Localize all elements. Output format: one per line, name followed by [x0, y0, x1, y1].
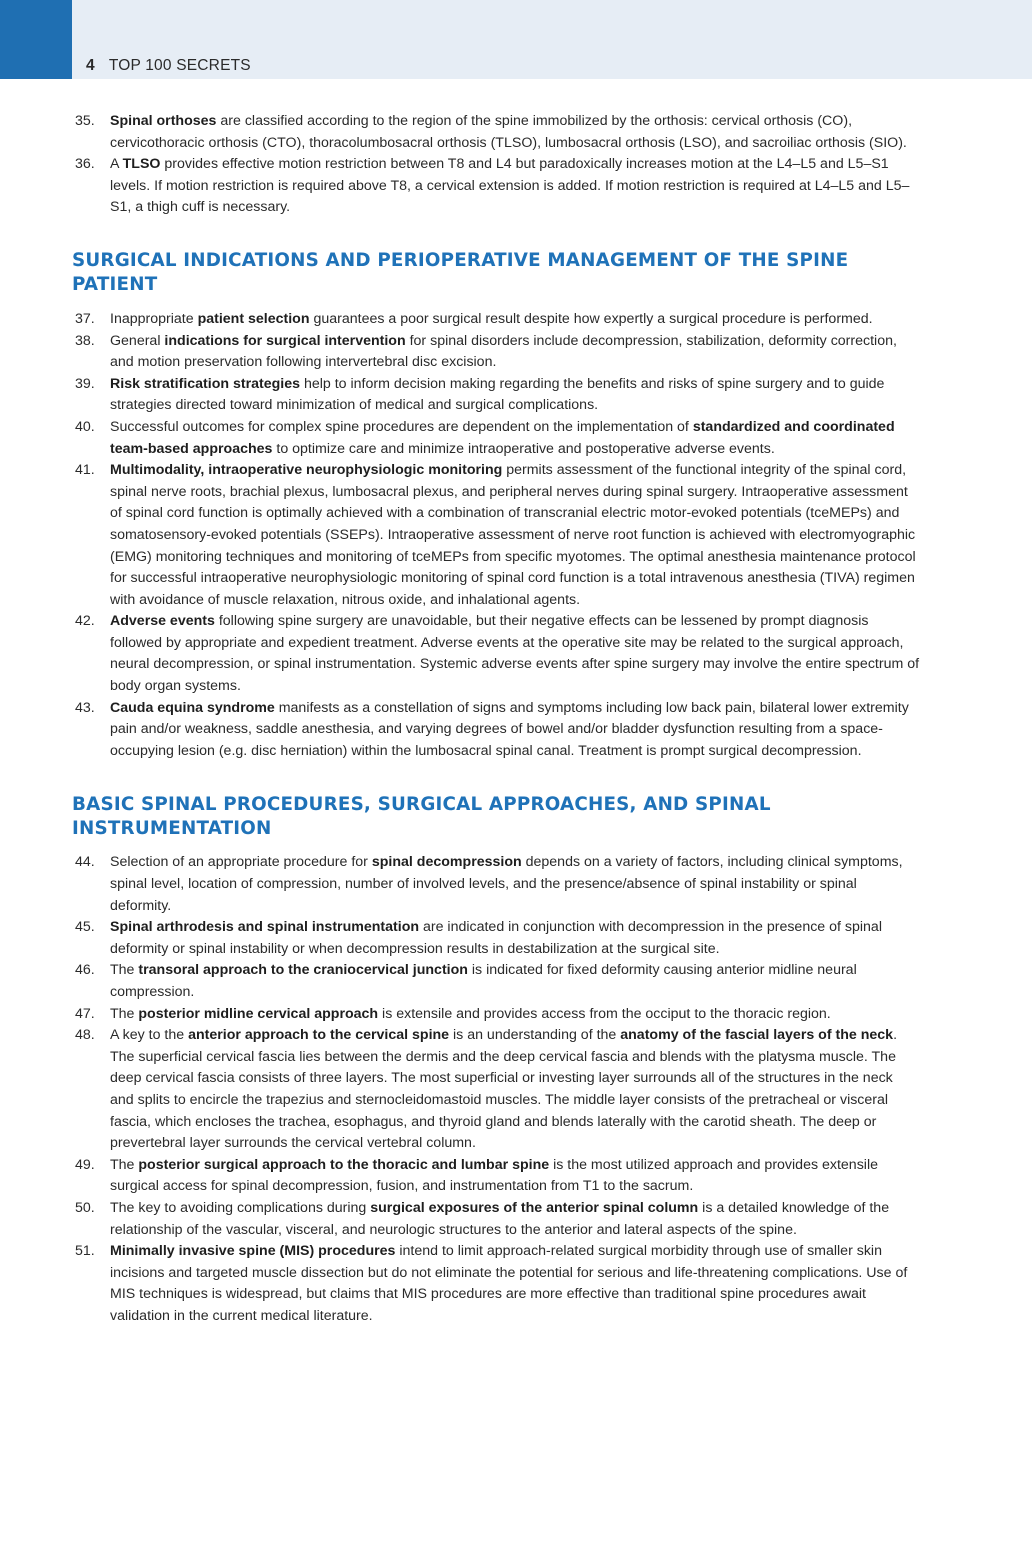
item-number: 41.: [75, 462, 95, 479]
page-number: 4: [86, 57, 95, 74]
item-number: 51.: [75, 1243, 95, 1260]
list-item: [72, 698, 920, 763]
list-item: [72, 331, 920, 374]
item-key-term: anterior approach to the cervical spine: [188, 1027, 450, 1044]
item-number: 37.: [75, 310, 95, 327]
item-number: 47.: [75, 1005, 95, 1022]
item-key-term: Minimally invasive spine (MIS) procedures: [110, 1243, 396, 1260]
section-title-surgical-indications: SURGICAL INDICATIONS AND PERIOPERATIVE MANAGEMENT OF THE SPINE PATIENT: [72, 249, 849, 295]
item-key-term: Cauda equina syndrome: [110, 699, 275, 716]
item-number: 44.: [75, 854, 95, 871]
item-key-term: Spinal arthrodesis and spinal instrumentation: [110, 919, 420, 936]
list-item: [72, 309, 920, 331]
item-number: 46.: [75, 962, 95, 979]
list-item: [72, 1198, 920, 1241]
item-number: 35.: [75, 113, 95, 129]
item-text: Successful outcomes for complex spine procedures are dependent on the implementation of: [110, 418, 693, 435]
item-text: is a detailed knowledge of the relationship of the vascular, visceral, and neurologic structures to the anterior and lateral aspects of the spine.: [110, 1199, 890, 1238]
item-text: permits assessment of the functional integrity of the spinal cord, spinal nerve roots, brachial plexus, lumbosacral plexus, and peripheral nerves during spinal surgery. Intraoperative assessment of spinal cord function is optimally achieved with a combination of transcranial electric motor-evoked potentials (tceMEPs) and somatosensory-evoked potentials (SSEPs). Intraoperative assessment of nerve root function is achieved with electromyographic (EMG) monitoring techniques and monitoring of tceMEPs from specific myotomes. The optimal anesthesia maintenance protocol for successful intraoperative neurophysiologic monitoring of spinal cord function is a total intravenous anesthesia (TIVA) regimen with avoidance of muscle relaxation, nitrous oxide, and inhalational agents.: [110, 462, 916, 608]
item-number: 45.: [75, 919, 95, 936]
item-text: is indicated for fixed deformity causing anterior midline neural compression.: [110, 962, 857, 1000]
list-item: [72, 1241, 920, 1327]
list-item: [72, 111, 920, 154]
item-text: for spinal disorders include decompression, stabilization, deformity correction, and motion preservation following intervertebral disc excision.: [110, 332, 897, 371]
item-text: to optimize care and minimize intraoperative and postoperative adverse events.: [272, 440, 775, 457]
item-number: 42.: [75, 613, 95, 630]
item-text: depends on a variety of factors, including clinical symptoms, spinal level, location of compression, number of involved levels, and the presence/absence of spinal instability or spinal deformity.: [110, 854, 903, 914]
item-text: manifests as a constellation of signs and symptoms including low back pain, bilateral lower extremity pain and/or weakness, saddle anesthesia, and varying degrees of bowel and/or bladder dysfunction resulting from a space-occupying lesion (e.g. disc herniation) within the lumbosacral spinal canal. Treatment is prompt surgical decompression.: [110, 699, 909, 759]
item-key-term: surgical exposures of the anterior spinal column: [370, 1199, 699, 1216]
item-number: 36.: [75, 156, 95, 173]
running-header-title: TOP 100 SECRETS: [108, 57, 251, 74]
section-list-surgical-indications: [72, 309, 920, 762]
list-item: [72, 417, 920, 460]
item-key-term: TLSO: [122, 156, 161, 173]
list-item: [72, 960, 920, 1003]
item-key-term: Multimodality, intraoperative neurophysiologic monitoring: [110, 462, 503, 479]
item-key-term: posterior surgical approach to the thoracic and lumbar spine: [138, 1156, 550, 1173]
list-item: [72, 611, 920, 697]
item-text: following spine surgery are unavoidable, but their negative effects can be lessened by prompt diagnosis followed by appropriate and expedient treatment. Adverse events at the operative site may be related to the surgical approach, neural decompression, or spinal instrumentation. Systemic adverse events after spine surgery may involve the entire spectrum of body organ systems.: [110, 613, 920, 695]
item-key-term: indications for surgical intervention: [164, 332, 406, 349]
item-text: provides effective motion restriction between T8 and L4 but paradoxically increases motion at the L4–L5 and L5–S1 levels. If motion restriction is required above T8, a cervical extension is added. If motion restriction is required at L4–L5 and L5–S1, a thigh cuff is necessary.: [110, 156, 910, 216]
item-text: The key to avoiding complications during: [110, 1199, 371, 1216]
list-item: [72, 460, 920, 611]
list-item: [72, 1155, 920, 1198]
item-text: is extensile and provides access from the occiput to the thoracic region.: [378, 1005, 831, 1022]
item-number: 39.: [75, 375, 95, 392]
list-item: [72, 1025, 920, 1155]
item-text: The: [110, 1005, 139, 1022]
item-key-term: standardized and coordinated team-based approaches: [110, 418, 895, 457]
item-key-term: anatomy of the fascial layers of the neck: [620, 1027, 894, 1044]
list-item: [72, 917, 920, 960]
item-text: A key to the: [110, 1027, 189, 1044]
list-item: [72, 374, 920, 417]
item-key-term: posterior midline cervical approach: [138, 1005, 379, 1022]
item-text: Selection of an appropriate procedure for: [110, 854, 372, 871]
item-number: 43.: [75, 699, 95, 716]
item-text: are classified according to the region of the spine immobilized by the orthosis: cervical orthosis (CO), cervicothoracic orthosis (CTO), thoracolumbosacral orthosis (TLSO), lumbosacral orthosis (LSO), and sacroiliac orthosis (SIO).: [110, 113, 907, 151]
section-title-basic-procedures: BASIC SPINAL PROCEDURES, SURGICAL APPROACHES, AND SPINAL INSTRUMENTATION: [72, 794, 771, 840]
item-number: 38.: [75, 332, 95, 349]
item-key-term: Risk stratification strategies: [110, 375, 301, 392]
page-body: [72, 111, 920, 1328]
intro-list: [72, 111, 920, 219]
item-key-term: transoral approach to the craniocervical junction: [138, 962, 468, 979]
item-text: Inappropriate: [110, 310, 198, 327]
item-key-term: patient selection: [197, 310, 310, 327]
list-item: [72, 852, 920, 917]
item-number: 48.: [75, 1027, 95, 1044]
item-text: . The superficial cervical fascia lies between the dermis and the deep cervical fascia and blends with the platysma muscle. The deep cervical fascia consists of three layers. The most superficial or investing layer surrounds all of the structures in the neck and splits to encircle the trapezius and sternocleidomastoid muscles. The middle layer consists of the pretracheal or visceral fascia, which encloses the trachea, esophagus, and thyroid gland and blends laterally with the carotid sheath. The deep or prevertebral layer surrounds the cervical vertebral column.: [110, 1027, 898, 1152]
item-text: are indicated in conjunction with decompression in the presence of spinal deformity or spinal instability or when decompression results in destabilization at the surgical site.: [110, 919, 882, 957]
item-key-term: spinal decompression: [371, 854, 522, 871]
running-header: [86, 57, 251, 75]
item-key-term: Spinal orthoses: [110, 113, 217, 129]
item-text: A: [110, 156, 123, 173]
item-text: The: [110, 962, 139, 979]
item-text: The: [110, 1156, 139, 1173]
section-list-basic-procedures: [72, 852, 920, 1327]
item-text: intend to limit approach-related surgical morbidity through use of smaller skin incisions and targeted muscle dissection but do not eliminate the potential for serious and life-threatening complications. Use of MIS techniques is widespread, but claims that MIS procedures are more effective than traditional spine procedures await validation in the current medical literature.: [110, 1243, 908, 1324]
item-key-term: Adverse events: [110, 613, 215, 630]
item-text: is the most utilized approach and provides extensile surgical access for spinal decompression, fusion, and instrumentation from T1 to the sacrum.: [110, 1156, 878, 1195]
item-text: help to inform decision making regarding the benefits and risks of spine surgery and to guide strategies directed toward minimization of medical and surgical complications.: [110, 375, 885, 414]
page-header-accent-tab: [0, 0, 72, 79]
item-text: is an understanding of the: [449, 1027, 621, 1044]
item-text: General: [110, 332, 165, 349]
item-number: 40.: [75, 418, 95, 435]
item-number: 49.: [75, 1156, 95, 1173]
list-item: [72, 154, 920, 219]
item-text: guarantees a poor surgical result despite how expertly a surgical procedure is performed.: [309, 310, 873, 327]
list-item: [72, 1004, 920, 1026]
item-number: 50.: [75, 1199, 95, 1216]
